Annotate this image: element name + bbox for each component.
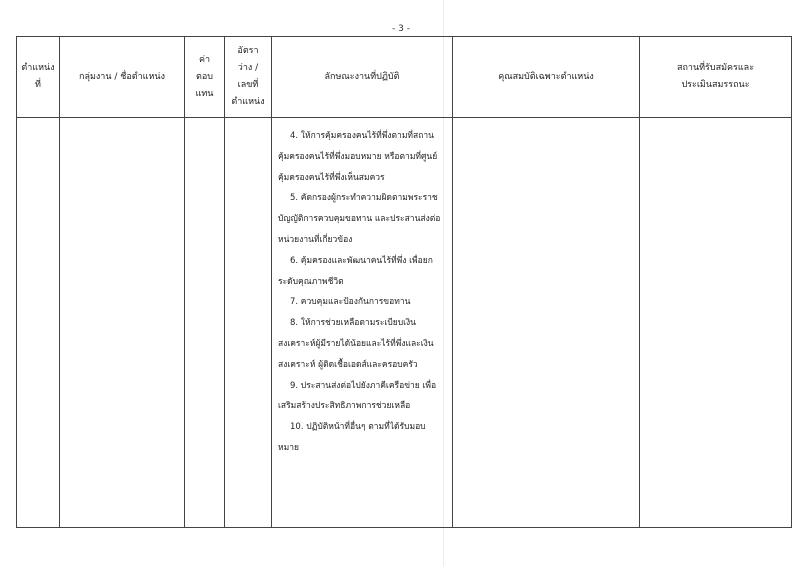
cell-vacancy-number (225, 118, 272, 528)
duty-item: 9. ประสานส่งต่อไปยังภาคีเครือข่าย เพื่อเสริมสร้างประสิทธิภาพการช่วยเหลือ (278, 380, 437, 412)
cell-qualifications (453, 118, 640, 528)
header-application-location: สถานที่รับสมัครและ ประเมินสมรรถนะ (640, 37, 792, 118)
header-row (17, 37, 792, 118)
cell-application-location (640, 118, 792, 528)
header-position-no: ตำแหน่ง ที่ (17, 37, 60, 118)
duty-item: 5. คัดกรองผู้กระทำความผิดตามพระราชบัญญัติการควบคุมขอทาน และประสานส่งต่อหน่วยงานที่เกี่ยวข้อง (278, 193, 441, 245)
duty-item: 6. คุ้มครองและพัฒนาคนไร้ที่พึ่ง เพื่อยกระดับคุณภาพชีวิต (278, 255, 433, 287)
duty-item: 4. ให้การคุ้มครองคนไร้ที่พึ่งตามที่สถานคุ้มครองคนไร้ที่พึ่งมอบหมาย หรือตามที่ศูนย์คุ้มครองคนไร้ที่พึ่งเห็นสมควร (278, 131, 438, 183)
header-qualifications: คุณสมบัติเฉพาะตำแหน่ง (453, 37, 640, 118)
page-number: - 3 - (392, 24, 410, 34)
header-job-description: ลักษณะงานที่ปฏิบัติ (272, 37, 453, 118)
cell-position-no (17, 118, 60, 528)
duty-item: 7. ควบคุมและป้องกันการขอทาน (290, 297, 411, 308)
duty-list (272, 118, 452, 459)
cell-compensation (185, 118, 225, 528)
header-group-position-name: กลุ่มงาน / ชื่อตำแหน่ง (60, 37, 185, 118)
table-row (17, 118, 792, 528)
duty-item: 10. ปฏิบัติหน้าที่อื่นๆ ตามที่ได้รับมอบหมาย (278, 422, 426, 453)
duty-item: 8. ให้การช่วยเหลือตามระเบียบเงินสงเคราะห์ผู้มีรายได้น้อยและไร้ที่พึ่งและเงินสงเคราะห์ ผู้ติดเชื้อเอดส์และครอบครัว (278, 318, 434, 370)
cell-job-description (272, 118, 453, 528)
cell-group-position-name (60, 118, 185, 528)
header-vacancy-number: อัตรา ว่าง / เลขที่ ตำแหน่ง (225, 37, 272, 118)
header-compensation: ค่า ตอบ แทน (185, 37, 225, 118)
position-table (16, 36, 792, 528)
